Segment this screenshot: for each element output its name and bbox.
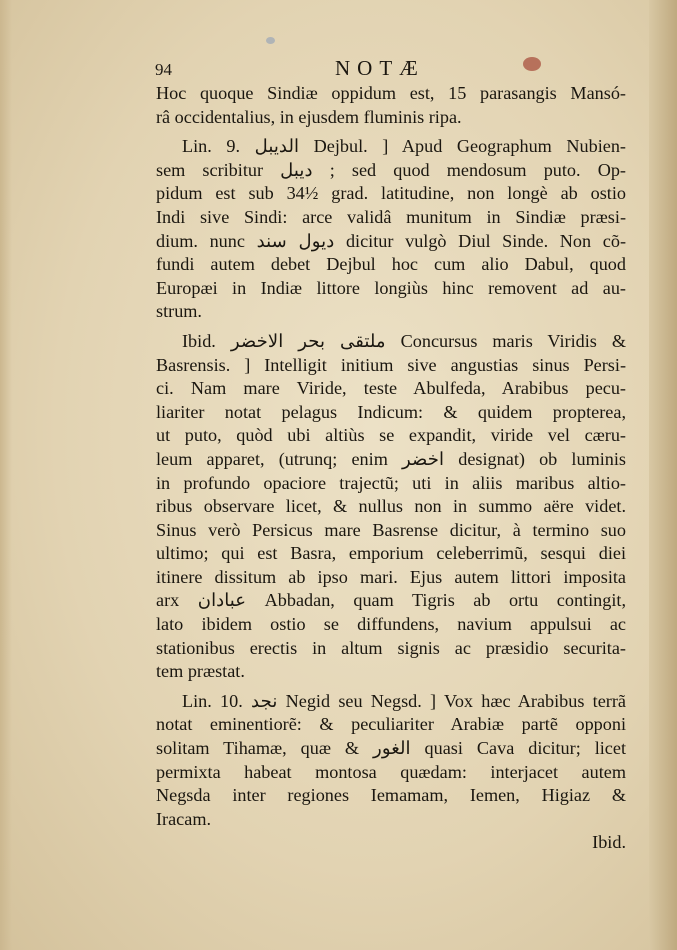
text-line: Lin. 10. نجد Negid seu Negsd. ] Vox hæc Arabibus terrã <box>182 690 626 711</box>
body-text <box>156 82 626 855</box>
text-line: stationibus erectis in altum signis ac præsidio securita- <box>156 637 626 658</box>
text-line: Ibid. ملتقى بحر الاخضر Concursus maris Viridis & <box>182 330 626 351</box>
text-line: ci. Nam mare Viride, teste Abulfeda, Arabibus pecu- <box>156 378 626 399</box>
text-line: Basrensis. ] Intelligit initium sive angustias sinus Persi- <box>156 354 626 375</box>
page-right-edge <box>649 0 677 950</box>
text-line: Sinus verò Persicus mare Basrense dicitur, à termino suo <box>156 519 626 540</box>
text-line: solitam Tihamæ, quæ & الغور quasi Cava dicitur; licet <box>156 738 626 759</box>
text-line: notat eminentiorẽ: & peculiariter Arabiæ partẽ opponi <box>156 714 626 735</box>
text-line: sem scribitur ديبل ; sed quod mendosum puto. Op- <box>156 159 626 180</box>
text-line: pidum est sub 34½ grad. latitudine, non longè ab ostio <box>156 183 626 204</box>
page-number: 94 <box>155 60 172 79</box>
text-line: fundi autem debet Dejbul hoc cum alio Dabul, quod <box>156 254 626 275</box>
text-line: Indi sive Sindi: arce validâ munitum in Sindiæ præsi- <box>156 206 626 227</box>
text-line: leum apparet, (utrunq; enim اخضر designat) ob luminis <box>156 448 626 469</box>
text-line: dium. nunc ديول سند dicitur vulgò Diul Sinde. Non cõ- <box>156 230 626 251</box>
text-line: ultimo; qui est Basra, emporium celeberrimũ, sesqui diei <box>156 543 626 564</box>
running-title: NOTÆ <box>335 56 425 80</box>
text-line: strum. <box>156 301 202 322</box>
text-line: râ occidentalius, in ejusdem fluminis ripa. <box>156 106 462 127</box>
paper-spot <box>266 37 275 44</box>
text-line: Negsda inter regiones Iemamam, Iemen, Higiaz & <box>156 785 626 806</box>
text-line: Europæi in Indiæ littore longiùs hinc removent ad au- <box>156 277 626 298</box>
text-line: arx عبادان Abbadan, quam Tigris ab ortu contingit, <box>156 590 626 611</box>
text-line: liariter notat pelagus Indicum: & quidem propterea, <box>156 401 626 422</box>
text-line: tem præstat. <box>156 661 245 682</box>
text-line: ut puto, quòd ubi altiùs se expandit, viride vel cæru- <box>156 425 626 446</box>
page-left-shadow <box>0 0 12 950</box>
text-line: permixta habeat montosa quædam: interjacet autem <box>156 761 626 782</box>
text-line: Lin. 9. الديبل Dejbul. ] Apud Geographum Nubien- <box>182 136 626 157</box>
text-line: itinere dissitum ab ipso mari. Ejus autem littori imposita <box>156 566 626 587</box>
text-line: Ibid. <box>592 832 626 853</box>
text-line: ribus observare licet, & nullus non in summo aëre videt. <box>156 496 626 517</box>
text-line: Hoc quoque Sindiæ oppidum est, 15 parasangis Mansó- <box>156 83 626 103</box>
text-line: lato ibidem ostio se diffundens, navium appulsui ac <box>156 614 626 635</box>
text-line: in profundo opaciore trajectũ; uti in aliis maribus altio- <box>156 472 626 493</box>
text-line: Iracam. <box>156 808 212 829</box>
page-header <box>155 56 625 82</box>
